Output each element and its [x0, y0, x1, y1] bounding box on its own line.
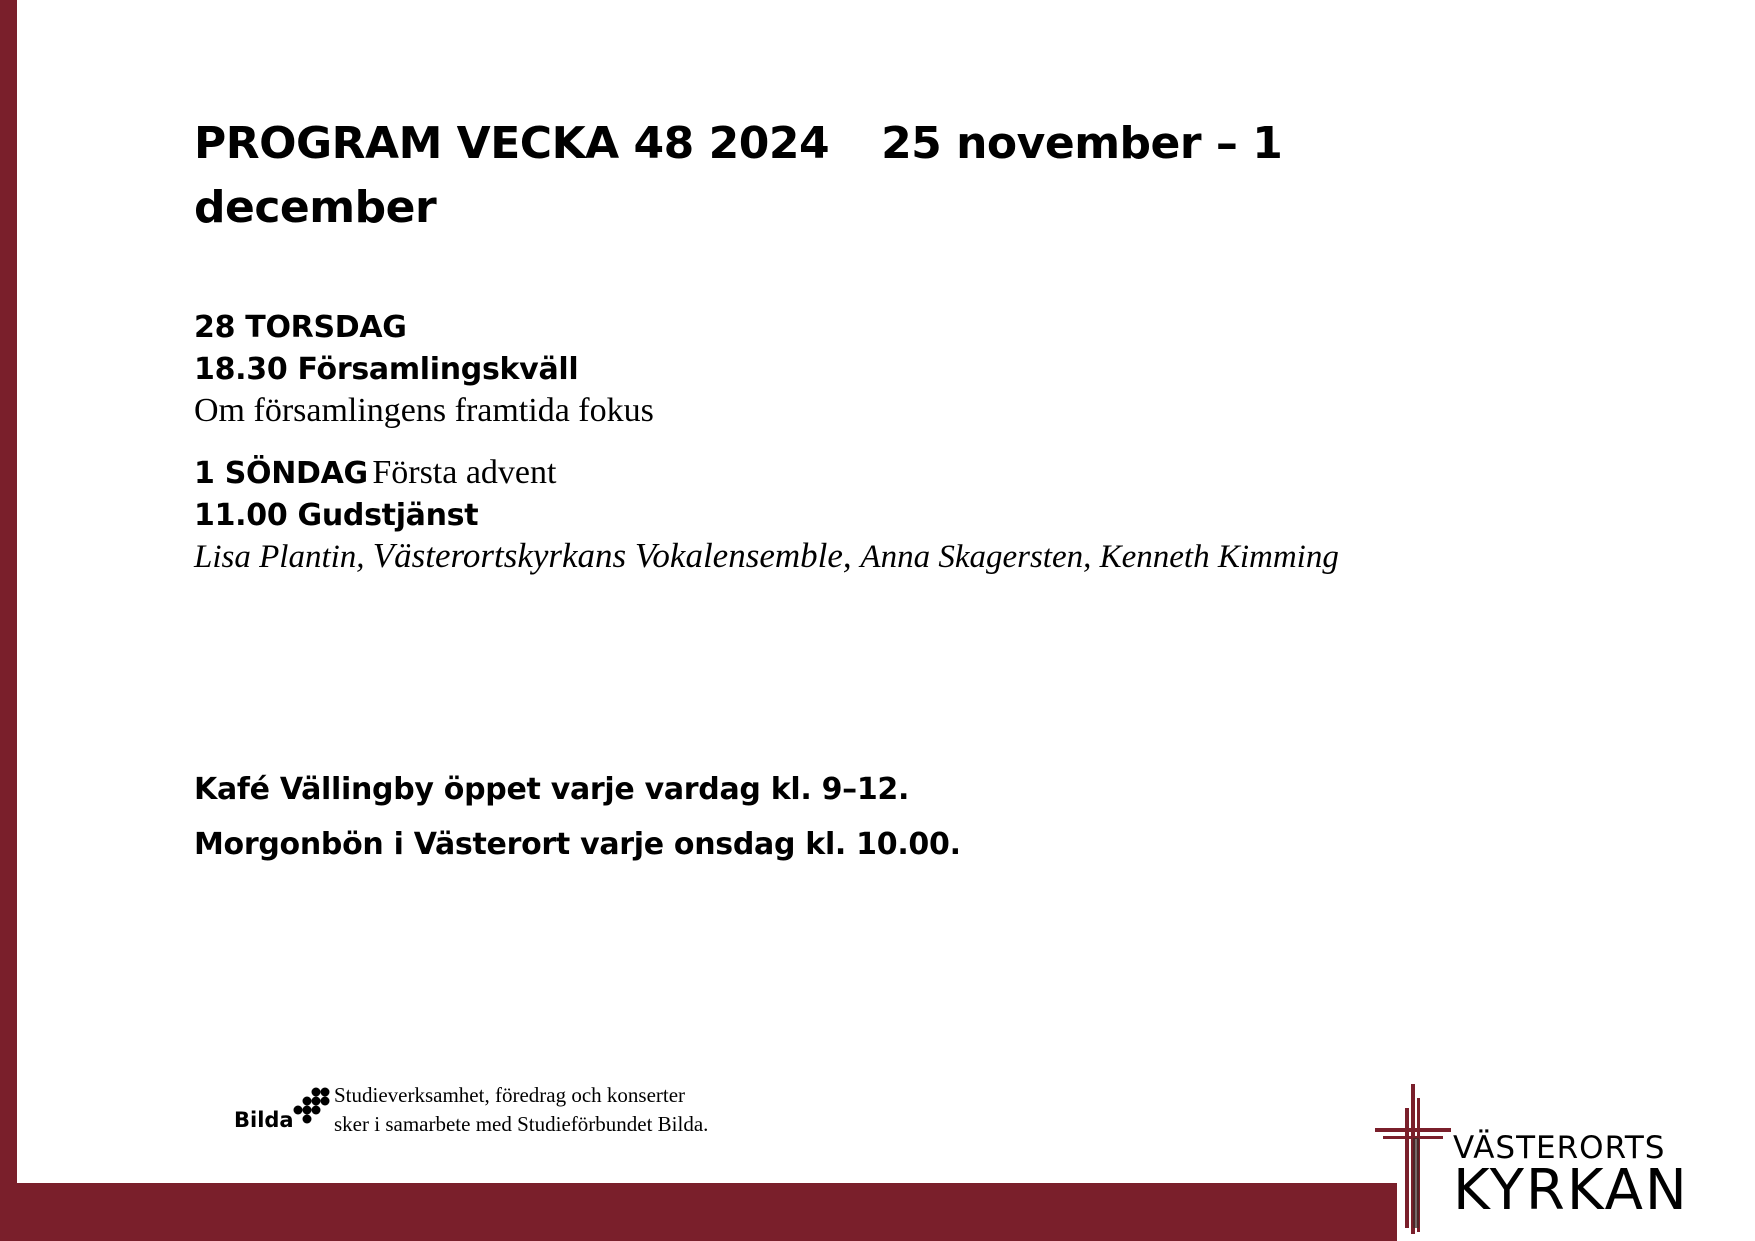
bilda-logo-text: Bilda — [234, 1108, 294, 1132]
event-description: Om församlingens framtida fokus — [194, 392, 654, 429]
event-title-gudstjanst: 11.00 Gudstjänst — [194, 498, 479, 533]
notice-morgonbon: Morgonbön i Västerort varje onsdag kl. 10.00. — [194, 827, 961, 862]
church-name-line1: VÄSTERORTS — [1453, 1130, 1666, 1166]
notice-kafe: Kafé Vällingby öppet varje vardag kl. 9–12. — [194, 772, 910, 807]
page-title — [194, 112, 1394, 240]
bottom-accent-bar — [17, 1183, 1397, 1241]
bilda-dots-icon — [292, 1086, 332, 1126]
participant-others: Anna Skagersten, Kenneth Kimming — [860, 539, 1339, 575]
left-accent-bar — [0, 0, 17, 1241]
event-day-thursday: 28 TORSDAG — [194, 310, 407, 345]
bilda-note-line1: Studieverksamhet, föredrag och konserter — [334, 1083, 686, 1107]
event-day-subtitle: Första advent — [372, 454, 557, 491]
title-dates: 25 november – 1 december — [194, 118, 1283, 233]
event-day-sunday-row — [194, 454, 556, 492]
event-day-sunday: 1 SÖNDAG — [194, 456, 368, 491]
participant-ensemble: Västerortskyrkans Vokalensemble, — [372, 536, 861, 575]
church-name-line2: KYRKAN — [1453, 1158, 1689, 1223]
bilda-note — [334, 1081, 708, 1139]
bilda-note-line2: sker i samarbete med Studieförbundet Bilda. — [334, 1112, 709, 1136]
event-title-forsamlingskvall: 18.30 Församlingskväll — [194, 352, 579, 387]
church-logo — [1373, 1078, 1703, 1238]
participant-lisa: Lisa Plantin, — [194, 539, 373, 575]
event-participants — [194, 536, 1339, 576]
bilda-logo — [234, 1086, 332, 1136]
title-week: PROGRAM VECKA 48 2024 — [194, 118, 830, 169]
cross-icon — [1373, 1078, 1453, 1238]
